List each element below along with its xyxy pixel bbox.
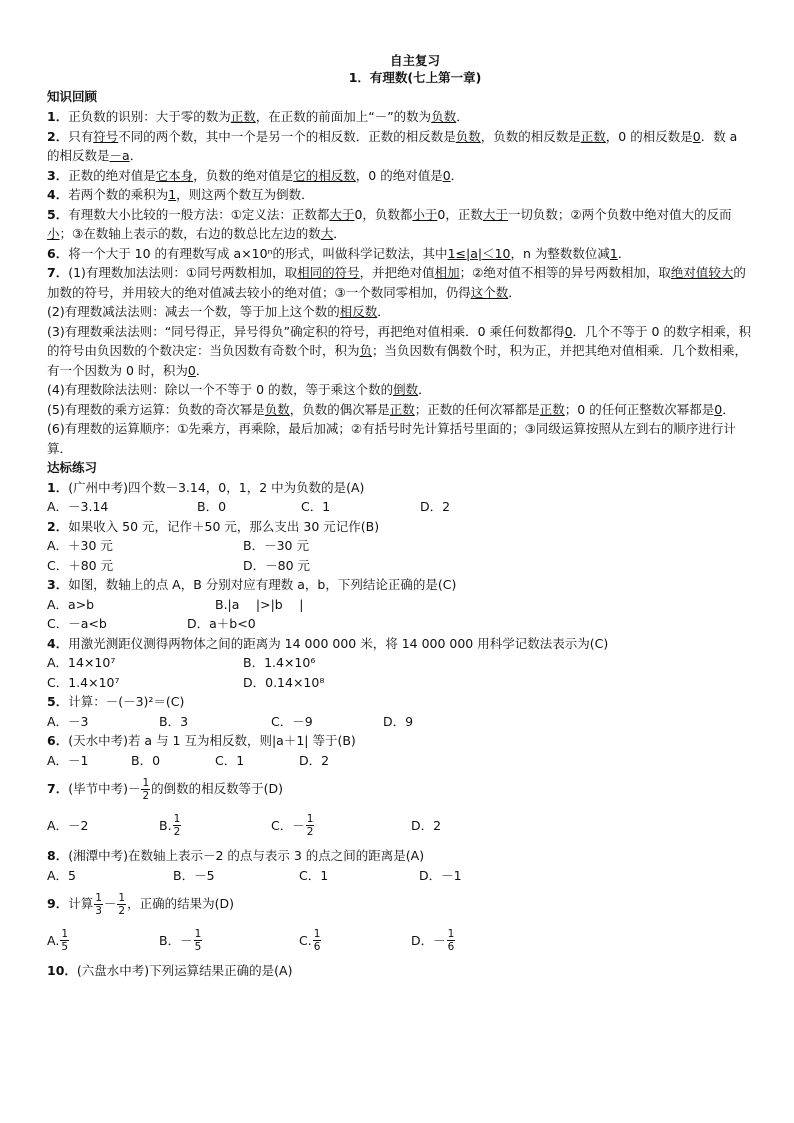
- question-1-options: [47, 497, 753, 517]
- option-c: C．1: [299, 867, 329, 883]
- underlined-answer: 绝对值较大: [670, 265, 734, 280]
- underlined-answer: 0: [692, 128, 701, 144]
- option-a: A．＋30 元: [47, 538, 113, 553]
- underlined-answer: 0: [187, 362, 196, 378]
- option-d: D．－ $\frac{1}{6}$: [411, 927, 455, 953]
- chapter-subtitle: 1．有理数(七上第一章): [348, 70, 482, 85]
- underlined-answer: 相同的符号: [297, 265, 360, 280]
- underlined-answer: 正数: [539, 401, 565, 417]
- option-a: A. $\frac{1}{5}$: [47, 927, 68, 953]
- option-c: C．－9: [271, 713, 313, 729]
- review-item: (6)有理数的运算顺序：①先乘方，再乘除，最后加减；②有括号时先计算括号里面的；③同级运算按照从左到右的顺序进行计算．: [47, 421, 736, 456]
- option-a: A．－3: [47, 713, 89, 729]
- option-b: B．3: [159, 713, 189, 729]
- question-10: 10．(六盘水中考)下列运算结果正确的是(A): [47, 963, 293, 978]
- question-3: 3．如图，数轴上的点 A，B 分别对应有理数 a，b，下列结论正确的是(C): [47, 577, 457, 592]
- question-9: 9．计算 $\frac{1}{3}$ － $\frac{1}{2}$ ，正确的结果为(D): [47, 892, 234, 917]
- review-heading: 知识回顾: [47, 89, 98, 104]
- underlined-answer: 1: [168, 187, 177, 202]
- option-d: D．0.14×10⁸: [243, 674, 325, 690]
- question-3-options-row2: [47, 614, 753, 634]
- option-d: D．a＋b<0: [187, 616, 256, 631]
- question-2-options: [47, 536, 753, 556]
- underlined-answer: 大: [320, 226, 334, 241]
- underlined-answer: 1: [609, 245, 618, 261]
- underlined-answer: 符号: [93, 128, 119, 144]
- underlined-answer: 负数: [264, 401, 290, 417]
- option-c: C．1.4×10⁷: [47, 674, 120, 690]
- underlined-answer: 正数: [389, 401, 415, 417]
- practice-heading: 达标练习: [47, 460, 98, 475]
- question-9-options: [47, 919, 753, 961]
- option-c: C．1: [215, 752, 245, 768]
- question-2-options-row2: [47, 556, 753, 576]
- option-d: D．－1: [419, 867, 462, 883]
- review-item: 5．有理数大小比较的一般方法：①定义法：正数都大于0，负数都小于0，正数大于一切负数；②两个负数中绝对值大的反而小；③在数轴上表示的数，右边的数总比左边的数大．: [47, 206, 732, 241]
- underlined-answer: 正数: [580, 128, 606, 144]
- underlined-answer: 这个数: [470, 284, 509, 300]
- question-8-options: [47, 866, 753, 886]
- option-d: D．2: [420, 499, 451, 514]
- option-c: C．1: [301, 499, 331, 514]
- option-d: D．9: [383, 713, 414, 729]
- question-8: 8．(湘潭中考)在数轴上表示－2 的点与表示 3 的点之间的距离是(A): [47, 848, 425, 863]
- review-item: 1．正负数的识别：大于零的数为正数，在正数的前面加上“－”的数为负数．: [47, 109, 469, 124]
- review-item: 3．正数的绝对值是它本身，负数的绝对值是它的相反数，0 的绝对值是0．: [47, 167, 464, 183]
- option-a: A．5: [47, 867, 77, 883]
- option-d: D．－80 元: [243, 557, 311, 573]
- underlined-answer: 1≤|a|＜10: [447, 245, 511, 261]
- fraction: $\frac{1}{2}$: [142, 777, 150, 802]
- underlined-answer: 大于: [482, 206, 508, 222]
- option-a: A．－3.14: [47, 499, 109, 514]
- question-7-options: [47, 804, 753, 846]
- question-4-options: [47, 653, 753, 673]
- worksheet-page: [47, 52, 753, 981]
- option-b: B．1.4×10⁶: [243, 655, 316, 670]
- review-item: 2．只有符号不同的两个数，其中一个是另一个的相反数．正数的相反数是负数，负数的相反数是正数，0 的相反数是0．数 a 的相反数是－a．: [47, 128, 738, 163]
- question-5: 5．计算：－(－3)²＝(C): [47, 694, 185, 709]
- option-a: A．a>b: [47, 596, 95, 612]
- underlined-answer: 相加: [434, 265, 460, 280]
- option-c: C. $\frac{1}{6}$: [299, 927, 321, 953]
- page-title: 自主复习: [389, 53, 440, 68]
- option-b: B．－5: [173, 867, 215, 883]
- option-a: A．－1: [47, 752, 89, 768]
- underlined-answer: －a: [109, 148, 130, 163]
- review-item: 4．若两个数的乘积为1，则这两个数互为倒数．: [47, 187, 314, 202]
- question-3-options: [47, 595, 753, 615]
- option-b: B．0: [197, 499, 227, 514]
- review-list: [47, 107, 753, 458]
- underlined-answer: 小于: [412, 206, 438, 222]
- underlined-answer: 小: [47, 226, 60, 241]
- review-item: (4)有理数除法法则：除以一个不等于 0 的数，等于乘这个数的倒数．: [47, 382, 431, 397]
- underlined-answer: 负数: [431, 109, 457, 124]
- underlined-answer: 它的相反数: [293, 167, 356, 183]
- question-6-options: [47, 751, 753, 771]
- underlined-answer: 负数: [455, 128, 481, 144]
- underlined-answer: 0: [442, 167, 451, 183]
- question-1: 1．(广州中考)四个数－3.14，0，1，2 中为负数的是(A): [47, 479, 365, 495]
- option-b: B．－ $\frac{1}{5}$: [159, 927, 202, 953]
- option-c: C．－a<b: [47, 616, 107, 631]
- review-item: (3)有理数乘法法则：“同号得正，异号得负”确定积的符号，再把绝对值相乘．0 乘任何数都得0．几个不等于 0 的数字相乘，积的符号由负因数的个数决定：当负因数有奇数个时，积为负；当负因数有偶数个时，积为正，并把其绝对值相乘．几个数相乘，有一个因数为 0 时，积为0．: [47, 323, 751, 378]
- question-2: 2．如果收入 50 元，记作＋50 元，那么支出 30 元记作(B): [47, 518, 380, 534]
- question-5-options: [47, 712, 753, 732]
- underlined-answer: 倒数: [393, 382, 419, 397]
- review-item: (5)有理数的乘方运算：负数的奇次幂是负数，负数的偶次幂是正数；正数的任何次幂都是正数；0 的任何正整数次幂都是0．: [47, 401, 735, 417]
- underlined-answer: 负: [359, 343, 373, 358]
- underlined-answer: 它本身: [155, 167, 194, 183]
- question-4: 4．用激光测距仪测得两物体之间的距离为 14 000 000 米，将 14 000 000 用科学记数法表示为(C): [47, 635, 609, 651]
- option-b: B.|a |>|b |: [215, 596, 304, 612]
- question-4-options-row2: [47, 673, 753, 693]
- question-6: 6．(天水中考)若 a 与 1 互为相反数，则|a＋1| 等于(B): [47, 733, 356, 748]
- question-7: 7．(毕节中考)－ $\frac{1}{2}$ 的倒数的相反数等于(D): [47, 777, 284, 802]
- option-b: B．0: [131, 752, 161, 768]
- option-d: D．2: [299, 752, 330, 768]
- option-a: A．－2: [47, 818, 89, 833]
- review-item: (2)有理数减法法则：减去一个数，等于加上这个数的相反数．: [47, 304, 390, 319]
- option-b: B. $\frac{1}{2}$: [159, 812, 181, 838]
- option-c: C．－ $\frac{1}{2}$: [271, 812, 314, 838]
- option-a: A．14×10⁷: [47, 655, 116, 670]
- option-c: C．＋80 元: [47, 557, 114, 573]
- underlined-answer: 大于: [329, 206, 355, 222]
- underlined-answer: 0: [714, 401, 723, 417]
- review-item: 7．(1)有理数加法法则：①同号两数相加，取相同的符号，并把绝对值相加；②绝对值不相等的异号两数相加，取绝对值较大的加数的符号，并用较大的绝对值减去较小的绝对值；③一个数同零相加，仍得这个数．: [47, 265, 746, 300]
- review-item: 6．将一个大于 10 的有理数写成 a×10ⁿ的形式，叫做科学记数法，其中1≤|a|＜10，n 为整数数位减1．: [47, 245, 631, 261]
- underlined-answer: 相反数: [339, 304, 378, 319]
- option-d: D．2: [411, 818, 442, 833]
- underlined-answer: 正数: [230, 109, 256, 124]
- underlined-answer: 0: [564, 323, 573, 339]
- option-b: B．－30 元: [243, 538, 309, 553]
